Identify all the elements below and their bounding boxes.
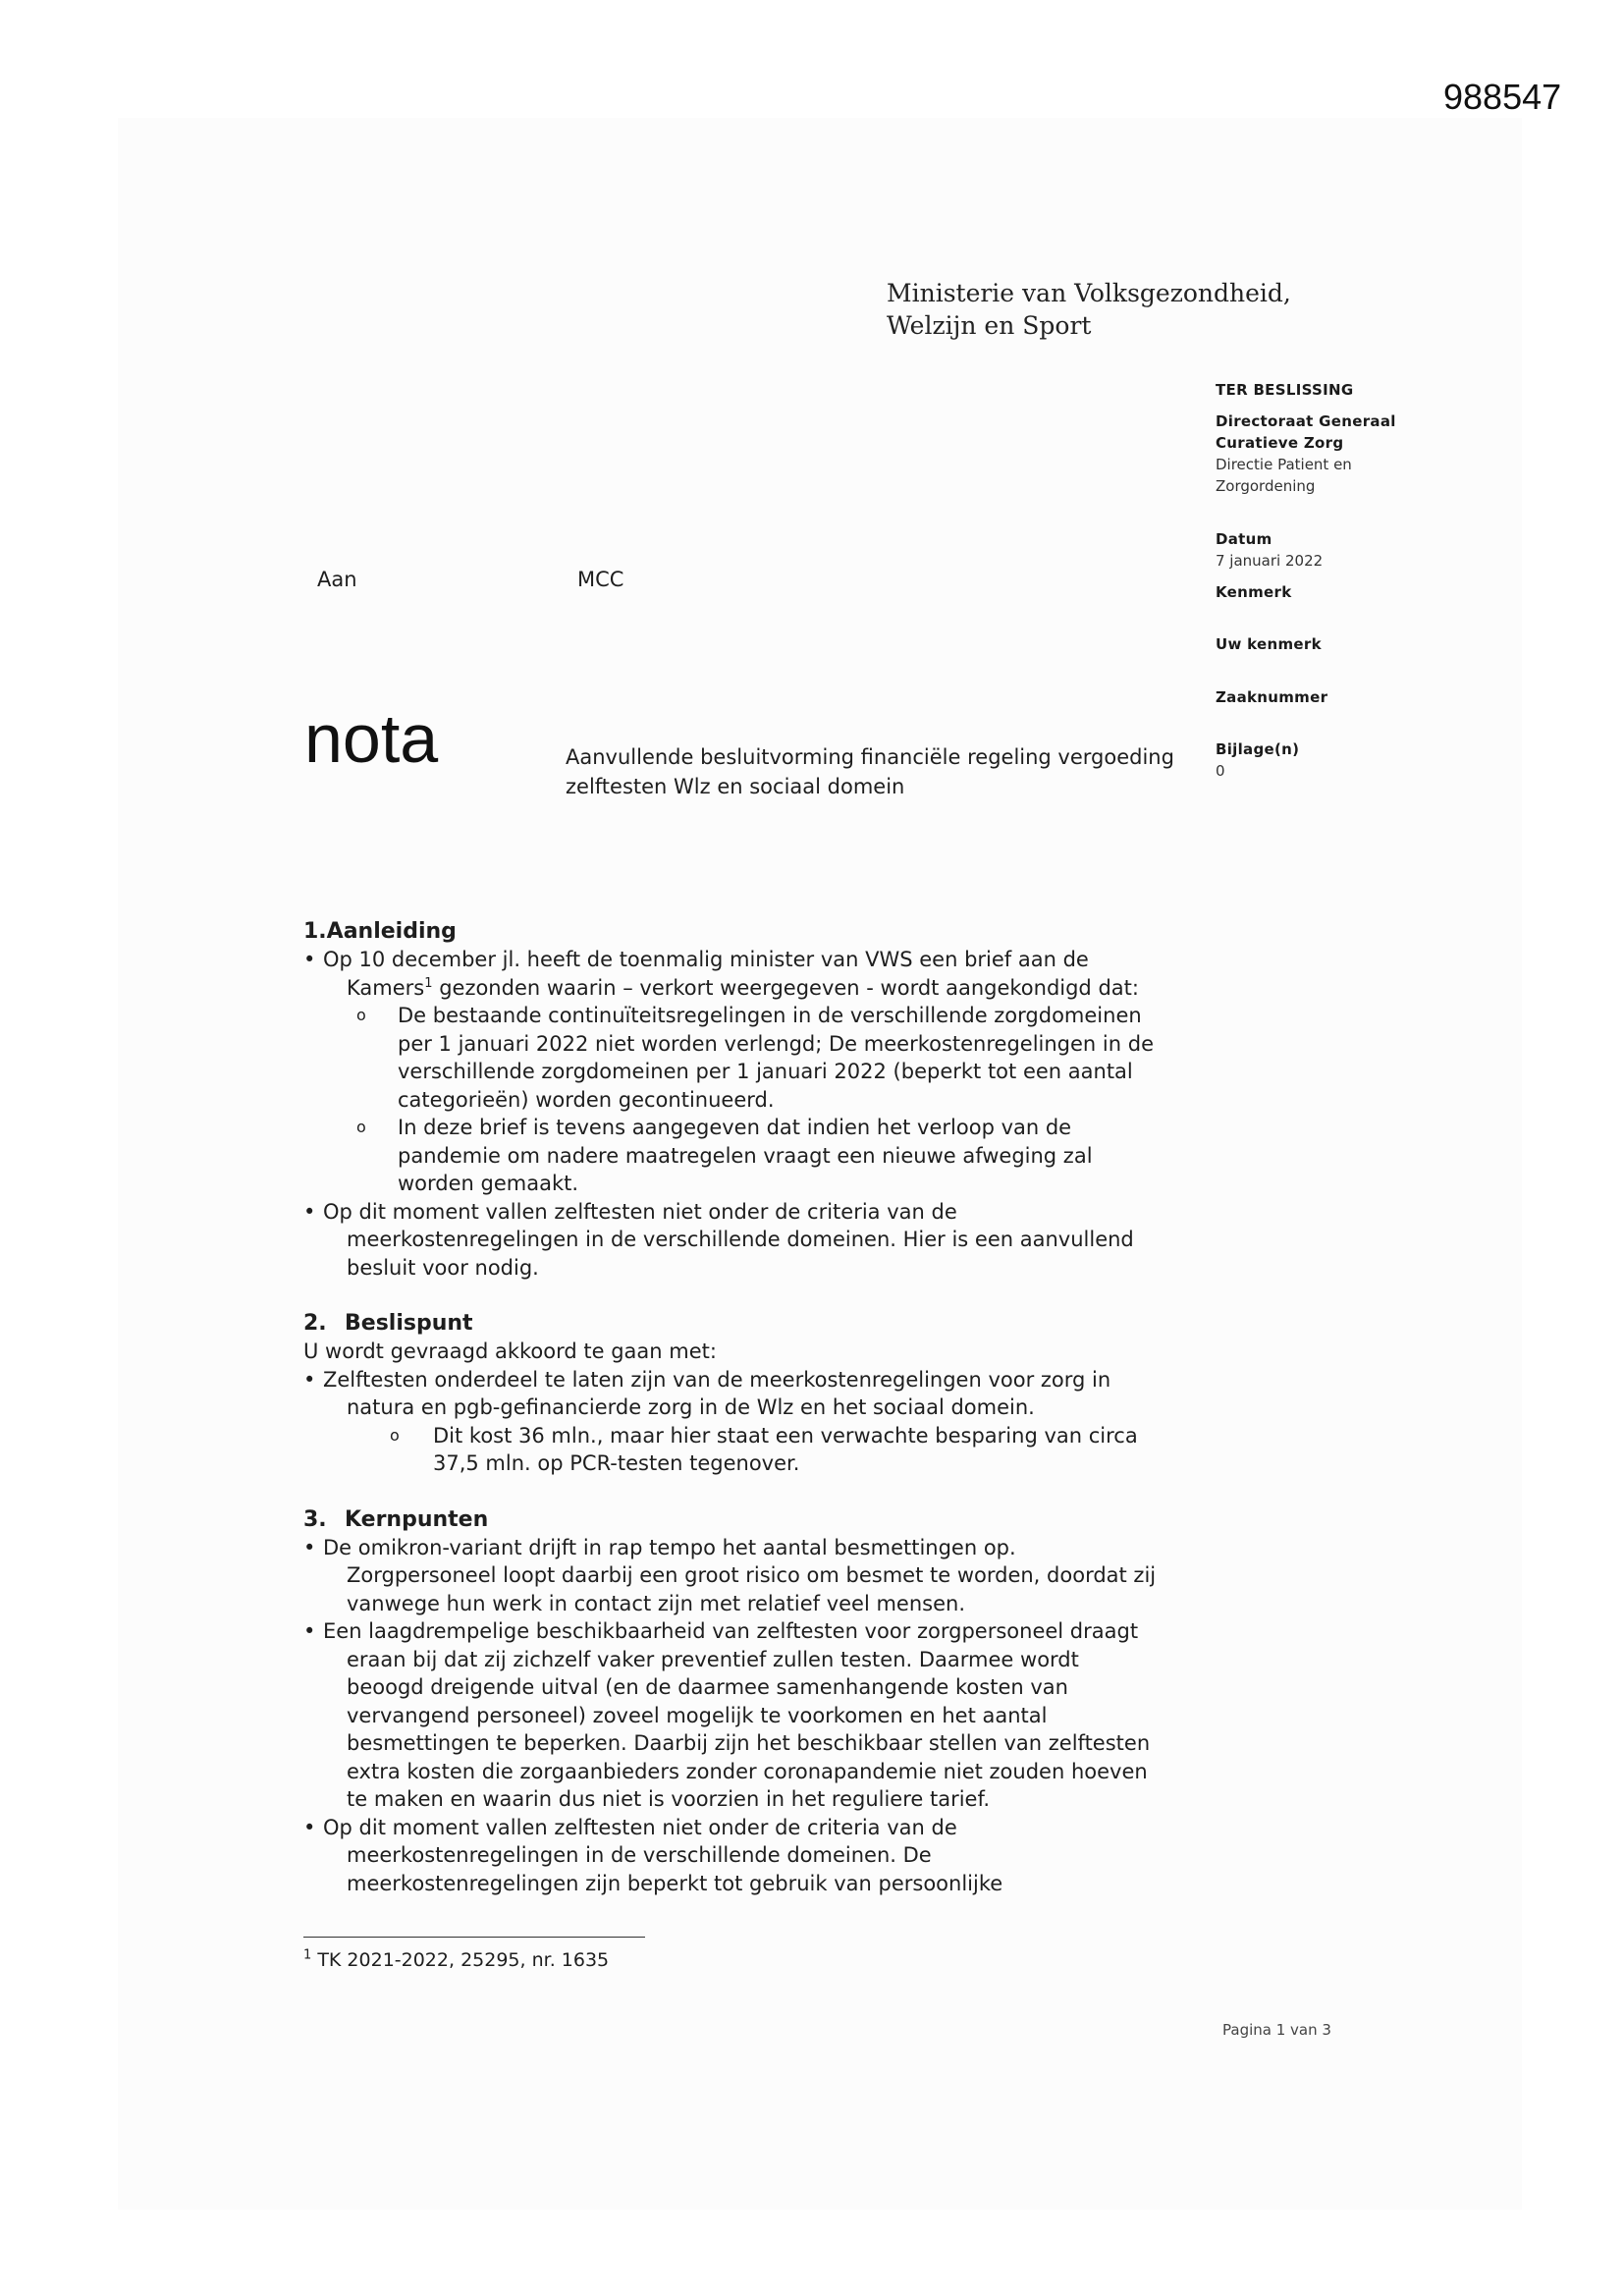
aan-label: Aan xyxy=(317,568,357,591)
document-number: 988547 xyxy=(1443,77,1562,117)
ministry-line-2: Welzijn en Sport xyxy=(887,311,1092,340)
page-number: Pagina 1 van 3 xyxy=(1222,2021,1331,2039)
bullet-icon: • xyxy=(303,948,316,971)
bullet-icon: • xyxy=(303,1619,316,1643)
section-2-intro: U wordt gevraagd akkoord te gaan met: xyxy=(303,1339,717,1363)
sub-list-item: o De bestaande continuïteitsregelingen in de verschillende zorgdomeinen per 1 januari 2022 niet worden verlengd; De meerkostenregelingen in de verschillende zorgdomeinen per 1 januari 2022 (beperkt tot een aantal categorieën) worden gecontinueerd. xyxy=(356,1004,1154,1112)
directoraat-line-2: Curatieve Zorg xyxy=(1216,434,1344,452)
list-item: • Zelftesten onderdeel te laten zijn van de meerkostenregelingen voor zorg in natura en pgb-gefinancierde zorg in de Wlz en het sociaal domein. xyxy=(303,1367,1111,1419)
list-item: • Op 10 december jl. heeft de toenmalig minister van VWS een brief aan de Kamers$^1$ gezonden waarin – verkort weergegeven - wordt aangekondigd dat: xyxy=(303,948,1139,1000)
bijlage-label: Bijlage(n) xyxy=(1216,740,1300,758)
list-item: • Op dit moment vallen zelftesten niet onder de criteria van de meerkostenregelingen in de verschillende domeinen. De meerkostenregelingen zijn beperkt tot gebruik van persoonlijke xyxy=(303,1815,1003,1895)
bullet-icon: • xyxy=(303,1367,316,1392)
footnote-ref: 1 xyxy=(424,975,433,991)
ter-beslissing-label: TER BESLISSING xyxy=(1216,381,1354,399)
sub-list-item: o Dit kost 36 mln., maar hier staat een verwachte besparing van circa 37,5 mln. op PCR-testen tegenover. xyxy=(390,1423,1138,1475)
list-item: • Op dit moment vallen zelftesten niet onder de criteria van de meerkostenregelingen in de verschillende domeinen. Hier is een aanvullend besluit voor nodig. xyxy=(303,1199,1134,1280)
nota-title: nota xyxy=(304,700,439,777)
footnote-divider xyxy=(303,1937,645,1938)
kenmerk-label: Kenmerk xyxy=(1216,583,1292,601)
ministry-name xyxy=(887,277,1291,342)
datum-label: Datum xyxy=(1216,530,1272,548)
subject xyxy=(566,742,1214,801)
list-item: • De omikron-variant drijft in rap tempo het aantal besmettingen op. Zorgpersoneel loopt daarbij een groot risico om besmet te worden, doordat zij vanwege hun werk in contact zijn met relatief veel mensen. xyxy=(303,1535,1157,1615)
bullet-icon: • xyxy=(303,1815,316,1839)
section-3-heading: 3. Kernpunten xyxy=(303,1506,489,1532)
directie-line-2: Zorgordening xyxy=(1216,477,1316,495)
subject-line-1: Aanvullende besluitvorming financiële regeling vergoeding xyxy=(566,745,1174,769)
directoraat-line-1: Directoraat Generaal xyxy=(1216,412,1396,430)
footnote: $^1$ TK 2021-2022, 25295, nr. 1635 xyxy=(303,1947,610,1971)
list-item: • Een laagdrempelige beschikbaarheid van zelftesten voor zorgpersoneel draagt eraan bij dat zij zichzelf vaker preventief zullen testen. Daarmee wordt beoogd dreigende uitval (en de daarmee samenhangende kosten van vervangend personeel) zoveel mogelijk te voorkomen en het aantal besmettingen te beperken. Daarbij zijn het beschikbaar stellen van zelftesten extra kosten die zorgaanbieders zonder coronapandemie niet zouden hoeven te maken en waarin dus niet is voorzien in het reguliere tarief. xyxy=(303,1619,1151,1811)
circle-bullet-icon: o xyxy=(356,1118,366,1136)
bullet-icon: • xyxy=(303,1199,316,1224)
document-body xyxy=(303,917,1197,1897)
bijlage-value: 0 xyxy=(1216,762,1225,780)
directie-line-1: Directie Patient en xyxy=(1216,456,1352,473)
aan-value: MCC xyxy=(577,568,624,591)
subject-line-2: zelftesten Wlz en sociaal domein xyxy=(566,775,905,798)
bullet-icon: • xyxy=(303,1535,316,1559)
zaaknummer-label: Zaaknummer xyxy=(1216,688,1328,706)
datum-value: 7 januari 2022 xyxy=(1216,552,1324,570)
circle-bullet-icon: o xyxy=(356,1006,366,1024)
circle-bullet-icon: o xyxy=(390,1425,400,1445)
section-1-heading: 1.Aanleiding xyxy=(303,919,457,944)
section-2-heading: 2. Beslispunt xyxy=(303,1311,473,1336)
sub-list-item: o In deze brief is tevens aangegeven dat indien het verloop van de pandemie om nadere maatregelen vraagt een nieuwe afweging zal worden gemaakt. xyxy=(356,1116,1093,1195)
uw-kenmerk-label: Uw kenmerk xyxy=(1216,635,1322,653)
ministry-line-1: Ministerie van Volksgezondheid, xyxy=(887,279,1291,307)
